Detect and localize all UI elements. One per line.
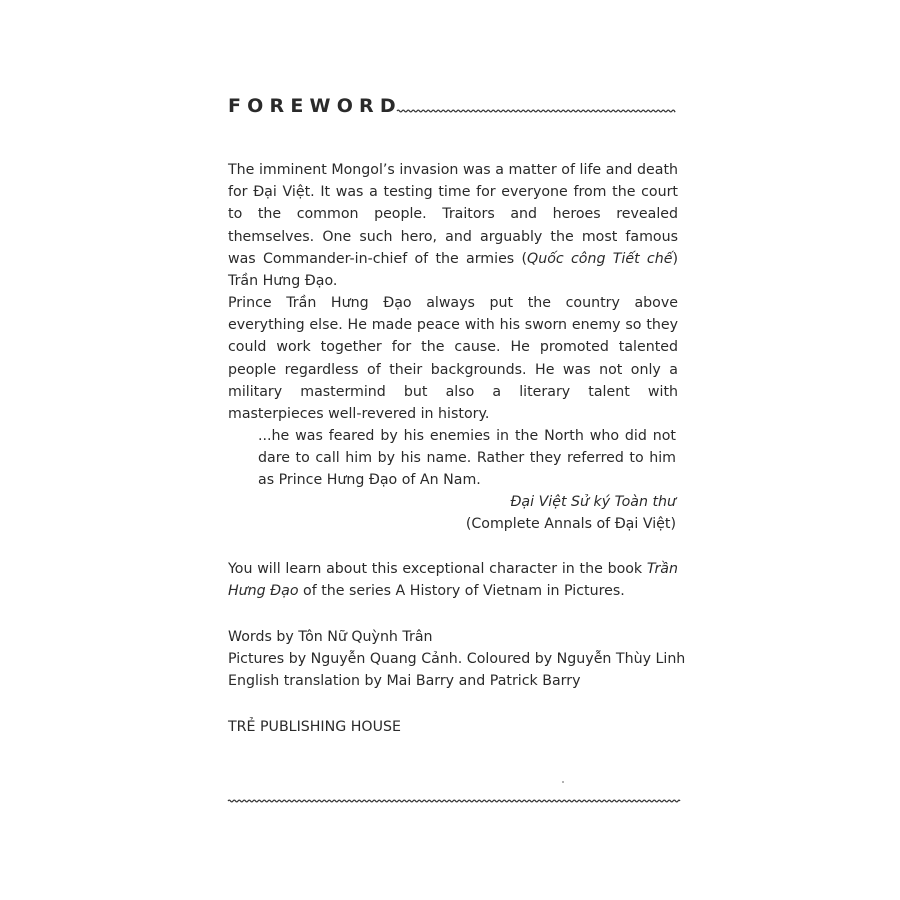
credits-block	[228, 626, 685, 693]
wavy-divider-bottom	[228, 794, 680, 808]
credit-translation: English translation by Mai Barry and Patrick Barry	[228, 673, 581, 690]
paragraph-invasion-italic-title: Quốc công Tiết chế	[527, 250, 673, 267]
quote-source-title-text: Đại Việt Sử ký Toàn thư	[510, 494, 676, 510]
block-quote: ...he was feared by his enemies in the North who did not dare to call him by his name. Rather they referred to him as Prince Hưng Đạo of An Nam.	[258, 428, 676, 489]
wavy-divider-top	[397, 104, 675, 118]
quote-attribution	[466, 491, 676, 535]
paragraph-invasion-text-end: ) Trần Hưng Đạo.	[228, 250, 679, 290]
paragraph-invasion-text-start: The imminent Mongol’s invasion was a matter of life and death for Đại Việt. It was a testing time for everyone from the court to the common people. Traitors and heroes revealed themselves. One such hero, and arguably the most famous was Commander-in-chief of the armies (	[228, 162, 678, 267]
quote-source-title	[466, 491, 676, 513]
page-title: FOREWORD	[228, 95, 402, 117]
speck-mark	[562, 781, 564, 783]
credit-words: Words by Tôn Nữ Quỳnh Trân	[228, 629, 433, 645]
publisher-name: TRẺ PUBLISHING HOUSE	[228, 719, 401, 735]
credit-pictures: Pictures by Nguyễn Quang Cảnh. Coloured by Nguyễn Thùy Linh	[228, 651, 686, 668]
paragraph-book-intro-text-end: of the series A History of Vietnam in Pictures.	[298, 583, 625, 600]
paragraph-invasion	[228, 159, 678, 292]
quote-source-subtitle: (Complete Annals of Đại Việt)	[465, 516, 676, 533]
paragraph-book-intro-italic-title: Trần Hưng Đạo	[228, 561, 678, 600]
paragraph-book-intro	[228, 558, 678, 602]
paragraph-prince: Prince Trần Hưng Đạo always put the country above everything else. He made peace with his sworn enemy so they could work together for the cause. He promoted talented people regardless of their backgrounds. He was not only a military mastermind but also a literary talent with masterpieces well-revered in history.	[228, 295, 678, 423]
paragraph-book-intro-text-start: You will learn about this exceptional character in the book	[228, 561, 647, 577]
